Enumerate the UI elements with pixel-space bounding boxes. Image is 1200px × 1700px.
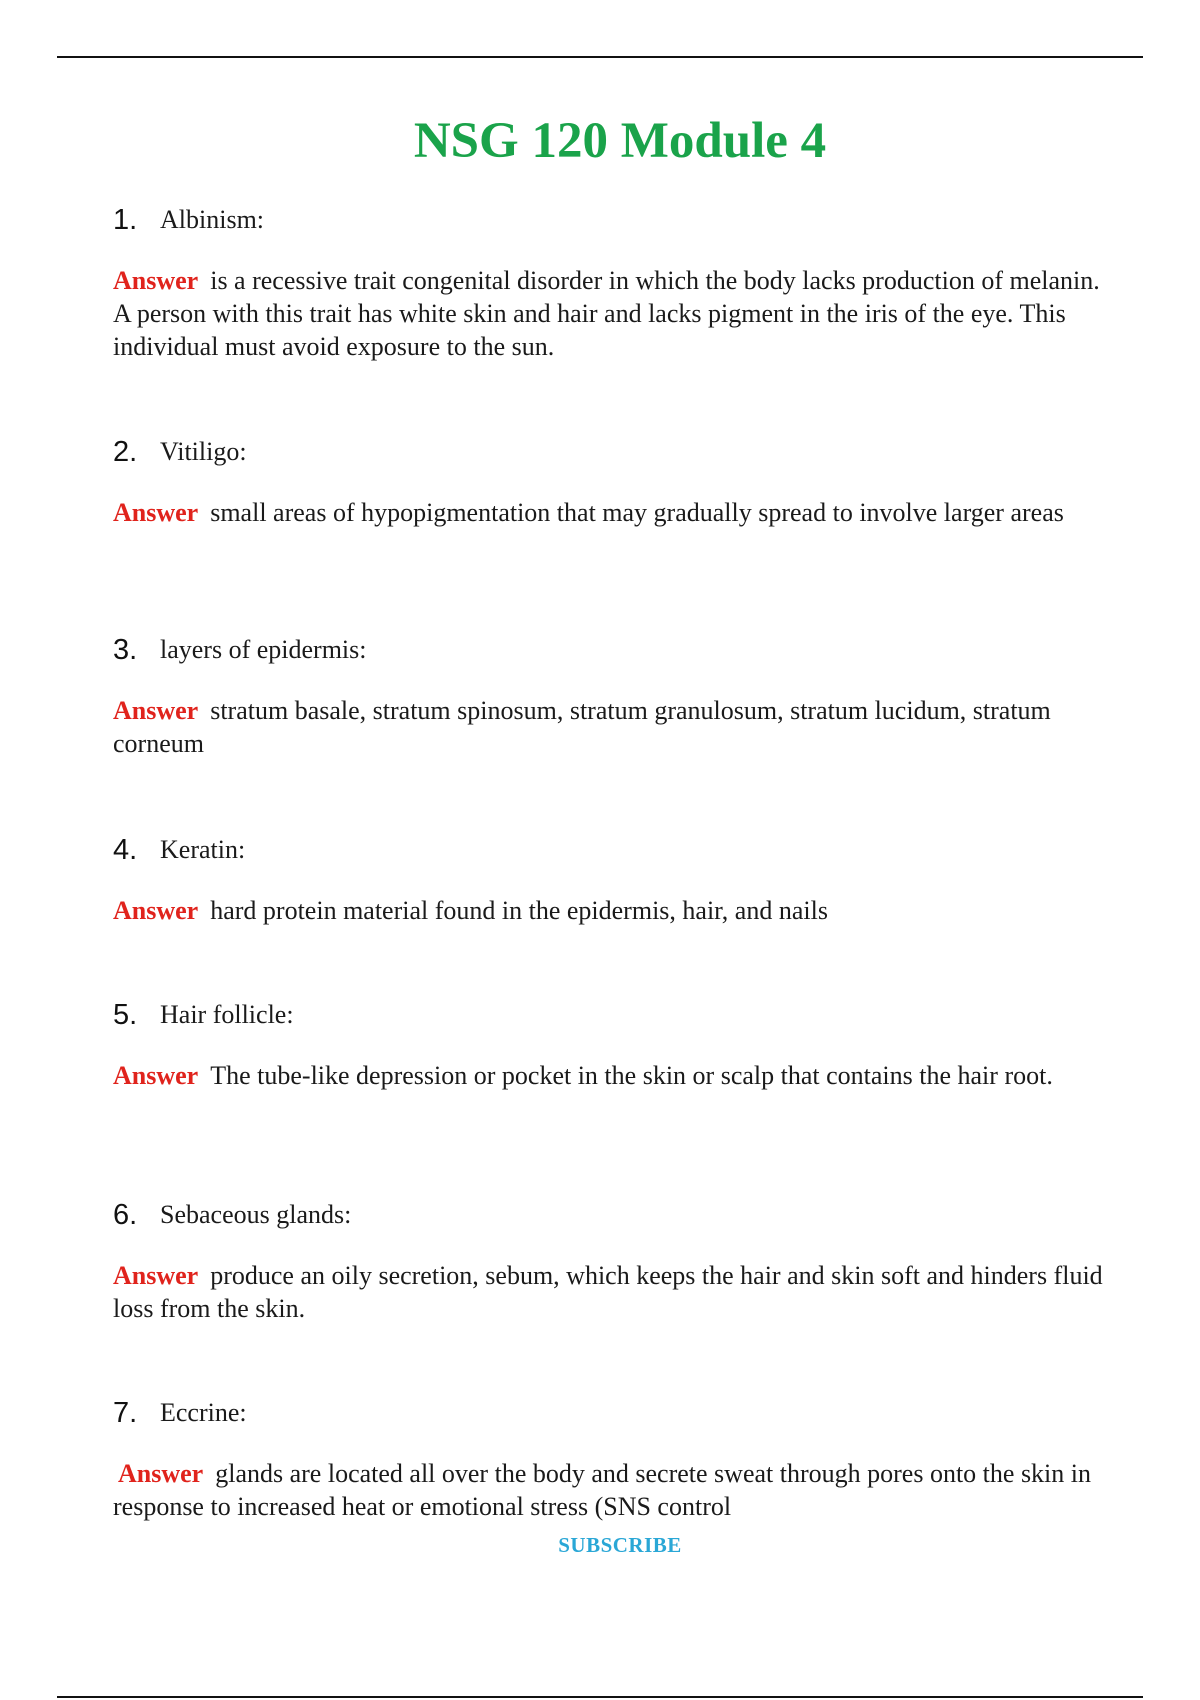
question [113,630,1103,670]
question-number: 5. [113,998,138,1031]
question-term: Sebaceous glands: [160,1200,352,1229]
question [113,830,1103,870]
qa-item [113,1393,1103,1523]
answer-text: hard protein material found in the epidermis, hair, and nails [210,896,828,925]
answer-label: Answer [113,696,199,725]
bottom-rule [57,1696,1143,1698]
answer-label: Answer [113,266,199,295]
qa-item [113,995,1103,1092]
answer [113,496,1103,529]
answer-text: stratum basale, stratum spinosum, stratum granulosum, stratum lucidum, stratum corneum [113,696,1051,758]
question-number: 1. [113,203,138,236]
answer-label: Answer [113,1061,199,1090]
question-term: Albinism: [160,205,265,234]
question-term: Eccrine: [160,1398,247,1427]
answer-label: Answer [113,1261,199,1290]
answer-text: is a recessive trait congenital disorder in which the body lacks production of melanin. A person with this trait has white skin and hair and lacks pigment in the iris of the eye. This individual must avoid exposure to the sun. [113,266,1100,361]
question-term: Vitiligo: [160,437,247,466]
top-rule [57,56,1143,58]
answer-text: small areas of hypopigmentation that may gradually spread to involve larger areas [210,498,1064,527]
question-number: 7. [113,1396,138,1429]
qa-item [113,432,1103,529]
qa-item [113,1195,1103,1325]
qa-item [113,200,1103,363]
answer [113,694,1103,760]
answer [113,264,1103,363]
answer [113,1059,1103,1092]
answer-text: glands are located all over the body and secrete sweat through pores onto the skin in response to increased heat or emotional stress (SNS control [113,1459,1092,1521]
question [113,1393,1103,1433]
question [113,995,1103,1035]
answer-text: produce an oily secretion, sebum, which keeps the hair and skin soft and hinders fluid loss from the skin. [113,1261,1103,1323]
answer [113,1259,1103,1325]
question-term: Keratin: [160,835,246,864]
question [113,432,1103,472]
answer [113,894,1103,927]
answer [113,1457,1103,1523]
question-number: 3. [113,633,138,666]
qa-item [113,630,1103,760]
answer-label: Answer [113,498,199,527]
question [113,1195,1103,1235]
page-title: NSG 120 Module 4 [413,113,827,169]
question-term: layers of epidermis: [160,635,367,664]
question-number: 4. [113,833,138,866]
question-number: 2. [113,435,138,468]
subscribe-link[interactable]: SUBSCRIBE [558,1533,682,1557]
question-term: Hair follicle: [160,1000,294,1029]
answer-label: Answer [118,1459,204,1488]
question-number: 6. [113,1198,138,1231]
answer-label: Answer [113,896,199,925]
question [113,200,1103,240]
answer-text: The tube-like depression or pocket in the skin or scalp that contains the hair root. [210,1061,1053,1090]
qa-item [113,830,1103,927]
